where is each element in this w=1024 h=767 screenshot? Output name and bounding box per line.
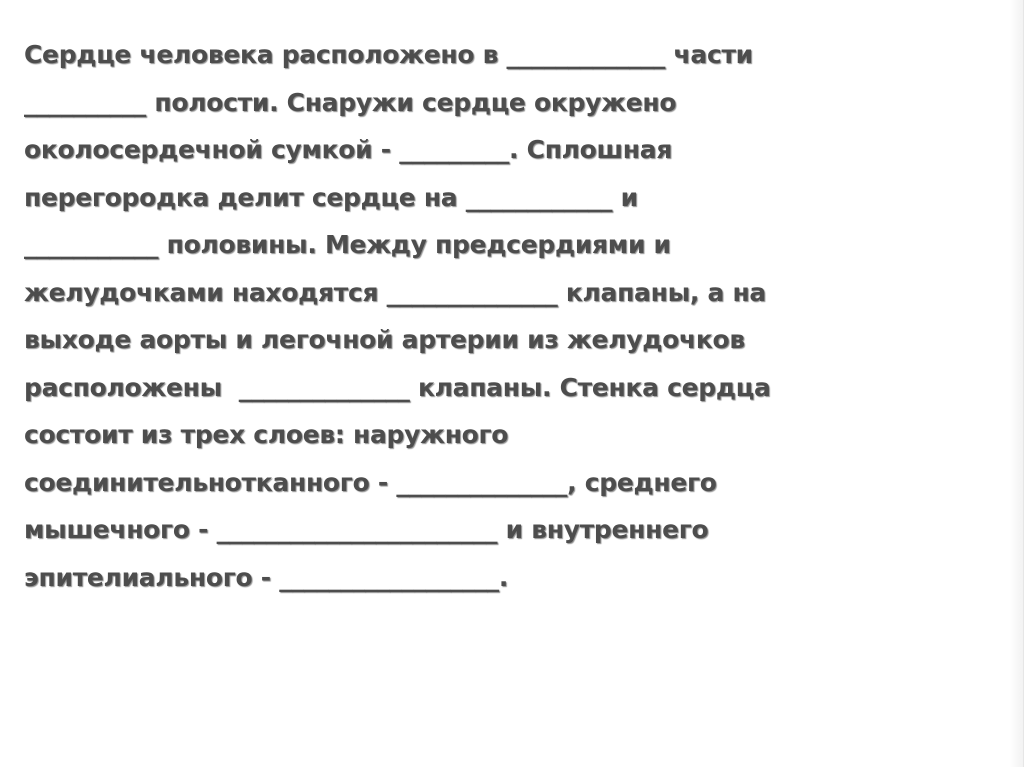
- text-line: __________ полости. Снаружи сердце окружено: [24, 87, 677, 117]
- text-line: эпителиального - __________________.: [24, 562, 509, 592]
- text-line: состоит из трех слоев: наружного: [24, 420, 509, 449]
- text-line: выходе аорты и легочной артерии из желудочков: [24, 325, 745, 354]
- worksheet-text: [24, 31, 1009, 601]
- text-line: перегородка делит сердце на ____________ и: [24, 182, 638, 212]
- text-line: мышечного - _______________________ и внутреннего: [24, 515, 709, 544]
- text-line: ___________ половины. Между предсердиями и: [24, 230, 671, 259]
- text-line: соединительнотканного - ______________, среднего: [24, 467, 717, 497]
- text-line: Сердце человека расположено в _____________ части: [24, 40, 753, 69]
- text-line: околосердечной сумкой - _________. Сплошная: [24, 135, 673, 164]
- text-line: желудочками находятся ______________ клапаны, а на: [24, 277, 767, 307]
- text-line: расположены ______________ клапаны. Стенка сердца: [24, 372, 771, 402]
